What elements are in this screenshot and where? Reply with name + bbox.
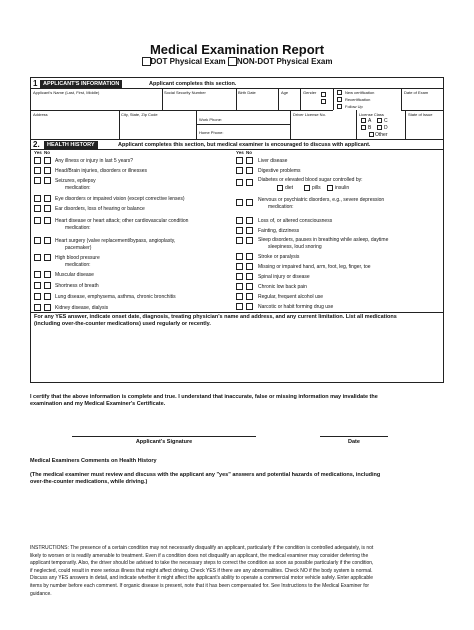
examiner-comments (30, 458, 444, 486)
dot-exam-label: DOT Physical Exam (150, 57, 226, 66)
r3-no[interactable] (246, 179, 253, 186)
no-header-right: No (246, 150, 252, 155)
class-b-checkbox[interactable] (361, 125, 366, 130)
exam-date-label: Date of Exam (404, 90, 429, 95)
r2-yes[interactable] (236, 167, 243, 174)
q-heart-disease: Heart disease or heart attack; other cardiovascular condition (55, 218, 189, 224)
diet-label: diet (285, 185, 294, 191)
q2-no[interactable] (44, 167, 51, 174)
age-label: Age (281, 90, 289, 95)
q-diabetes: Diabetes or elevated blood sugar controlled by: (258, 177, 363, 183)
q-eye: Eye disorders or impaired vision (except corrective lenses) (55, 196, 185, 202)
instructions-line: Discuss any YES answers in detail, and indicate whether it might affect the applicant's ability to operate a commercial motor vehicle safely. Enter applicable (30, 575, 374, 582)
divider (401, 88, 402, 110)
q-ear: Ear disorders, loss of hearing or balance (55, 206, 145, 212)
q-sleep: Sleep disorders, pauses in breathing while asleep, daytime (258, 237, 389, 243)
gender-label: Gender (303, 90, 317, 95)
instructions-line: if neglected, could result in more serious illness that might affect driving. Check YES if there are any abnormalities. Check NO if the body system is normal. (30, 567, 373, 574)
form-box (30, 77, 444, 383)
divider (333, 88, 334, 110)
r4-yes[interactable] (236, 199, 243, 206)
r7-no[interactable] (246, 237, 253, 244)
q5-yes[interactable] (34, 205, 41, 212)
r12-yes[interactable] (236, 293, 243, 300)
exam-type-row (0, 57, 474, 66)
section2-note: Applicant completes this section, but medical examiner is encouraged to discuss with applicant. (118, 142, 371, 148)
r13-yes[interactable] (236, 303, 243, 310)
instructions (30, 545, 444, 598)
divider (405, 110, 406, 139)
divider (31, 88, 443, 89)
divider (236, 88, 237, 110)
gender-m-checkbox[interactable] (321, 92, 326, 97)
instructions-line: applicant temporarily. Also, the driver should be advised to take the necessary steps to correct the condition as soon as possible particularly if the condition, (30, 560, 374, 567)
q-missing-limb: Missing or impaired hand, arm, foot, leg, finger, toe (258, 264, 371, 270)
r5-yes[interactable] (236, 217, 243, 224)
comments-line-2: over-the-counter medications, while driving.) (30, 479, 148, 485)
r4-no[interactable] (246, 199, 253, 206)
divider (401, 110, 443, 111)
r6-yes[interactable] (236, 227, 243, 234)
class-d-checkbox[interactable] (377, 125, 382, 130)
license-class-label: License Class (359, 112, 384, 117)
q3-no[interactable] (44, 177, 51, 184)
divider (31, 312, 443, 313)
date-line[interactable] (320, 436, 388, 437)
yes-note-1: For any YES answer, indicate onset date, diagnosis, treating physician's name and address, and any current limitation. List all medications (34, 314, 397, 320)
r11-yes[interactable] (236, 283, 243, 290)
divider (356, 110, 357, 139)
yes-header-right: Yes (236, 150, 244, 155)
new-cert-label: New certification (345, 90, 375, 95)
q7-no[interactable] (44, 237, 51, 244)
city-label: City, State, Zip Code (121, 112, 158, 117)
q12-yes[interactable] (34, 304, 41, 311)
followup-checkbox[interactable] (337, 104, 342, 109)
q4-yes[interactable] (34, 195, 41, 202)
q12-no[interactable] (44, 304, 51, 311)
r12-no[interactable] (246, 293, 253, 300)
address-label: Address (33, 112, 48, 117)
q-nervous: Nervous or psychiatric disorders, e.g., severe depression (258, 197, 385, 203)
section1-note: Applicant completes this section. (149, 81, 237, 87)
recert-label: Recertification (345, 97, 371, 102)
instructions-line: likely to worsen or is readily amenable to treatment. Even if a condition does not disqualify an applicant, the medical examiner may consider deferring the (30, 552, 369, 559)
divider (300, 88, 301, 110)
signature-line[interactable] (72, 436, 256, 437)
work-phone-label: Work Phone: (199, 117, 223, 122)
yes-note-2: (including over-the-counter medications) used regularly or recently. (34, 321, 211, 327)
divider (162, 88, 163, 110)
divider (31, 110, 333, 111)
r9-yes[interactable] (236, 263, 243, 270)
q-bp-medication: medication: (65, 262, 91, 268)
q2-yes[interactable] (34, 167, 41, 174)
q-kidney: Kidney disease, dialysis (55, 305, 109, 311)
q4-no[interactable] (44, 195, 51, 202)
q6-yes[interactable] (34, 217, 41, 224)
page-title: Medical Examination Report (149, 42, 325, 57)
nondot-exam-checkbox[interactable] (228, 57, 237, 66)
class-c-checkbox[interactable] (377, 118, 382, 123)
section2-number: 2. (33, 140, 40, 149)
class-c-label: C (384, 118, 388, 124)
r13-no[interactable] (246, 303, 253, 310)
q-lung: Lung disease, emphysema, asthma, chronic bronchitis (55, 294, 176, 300)
insulin-checkbox[interactable] (327, 185, 333, 191)
r9-no[interactable] (246, 263, 253, 270)
state-label: State of Issue (408, 112, 433, 117)
insulin-label: insulin (335, 185, 350, 191)
ssn-label: Social Security Number (164, 90, 206, 95)
q-breath: Shortness of breath (55, 283, 99, 289)
new-cert-checkbox[interactable] (337, 90, 342, 95)
r8-no[interactable] (246, 253, 253, 260)
q-fainting: Fainting, dizziness (258, 228, 300, 234)
home-phone-label: Home Phone: (199, 130, 224, 135)
r1-yes[interactable] (236, 157, 243, 164)
q-nervous-medication: medication: (268, 204, 294, 210)
q-heart-medication: medication: (65, 225, 91, 231)
r6-no[interactable] (246, 227, 253, 234)
comments-heading: Medical Examiners Comments on Health History (30, 458, 157, 464)
q-seizure-medication: medication: (65, 185, 91, 191)
class-a-label: A (368, 118, 372, 124)
r5-no[interactable] (246, 217, 253, 224)
pills-checkbox[interactable] (304, 185, 310, 191)
q-consciousness: Loss of, or altered consciousness (258, 218, 333, 224)
r3-yes[interactable] (236, 179, 243, 186)
no-header-left: No (44, 150, 50, 155)
q-head-brain: Head/Brain injuries, disorders or illnesses (55, 168, 147, 174)
q-digestive: Digestive problems (258, 168, 301, 174)
diet-checkbox[interactable] (277, 185, 283, 191)
q-sleep-cont: sleepiness, loud snoring (268, 244, 322, 250)
q-muscular: Muscular disease (55, 272, 94, 278)
q-spinal: Spinal injury or disease (258, 274, 310, 280)
q1-yes[interactable] (34, 157, 41, 164)
signature-label: Applicant's Signature (135, 439, 193, 445)
recert-checkbox[interactable] (337, 97, 342, 102)
q9-yes[interactable] (34, 271, 41, 278)
q11-yes[interactable] (34, 293, 41, 300)
r10-no[interactable] (246, 273, 253, 280)
gender-f-checkbox[interactable] (321, 99, 326, 104)
q-liver: Liver disease (258, 158, 288, 164)
q-back-pain: Chronic low back pain (258, 284, 307, 290)
q8-no[interactable] (44, 254, 51, 261)
instructions-line: guidance. (30, 590, 52, 597)
class-d-label: D (384, 125, 388, 131)
q11-no[interactable] (44, 293, 51, 300)
q-narcotic: Narcotic or habit forming drug use (258, 304, 334, 310)
q10-yes[interactable] (34, 282, 41, 289)
q1-no[interactable] (44, 157, 51, 164)
divider (196, 124, 290, 125)
q-heart-surgery: Heart surgery (valve replacement/bypass, angioplasty, (55, 238, 176, 244)
divider (31, 139, 443, 140)
q-seizures: Seizures, epilepsy (55, 178, 96, 184)
q-stroke: Stroke or paralysis (258, 254, 300, 260)
q-alcohol: Regular, frequent alcohol use (258, 294, 324, 300)
q6-no[interactable] (44, 217, 51, 224)
r8-yes[interactable] (236, 253, 243, 260)
q-illness-injury: Any illness or injury in last 5 years? (55, 158, 134, 164)
date-label: Date (348, 439, 360, 445)
r2-no[interactable] (246, 167, 253, 174)
certification-text (30, 394, 444, 408)
pills-label: pills (312, 185, 321, 191)
section1-heading: APPLICANT'S INFORMATION (40, 80, 122, 88)
followup-label: Follow Up (345, 104, 363, 109)
divider (290, 110, 291, 139)
class-other-label: Other (375, 132, 388, 138)
instructions-line: INSTRUCTIONS: The presence of a certain condition may not necessarily disqualify an applicant, particularly if the condition is controlled adequately, is not (30, 545, 374, 551)
instructions-line: items by number before each comment. If organic disease is present, note that it has been compensated for. See Instructions to the Medical Examiner for (30, 582, 370, 589)
comments-line-1: (The medical examiner must review and discuss with the applicant any "yes" answers and potential hazards of medications, including (30, 472, 381, 478)
r11-no[interactable] (246, 283, 253, 290)
q7-yes[interactable] (34, 237, 41, 244)
q5-no[interactable] (44, 205, 51, 212)
license-no-label: Driver License No. (293, 112, 326, 117)
yes-header-left: Yes (34, 150, 42, 155)
q8-yes[interactable] (34, 254, 41, 261)
birthdate-label: Birth Date (238, 90, 256, 95)
r10-yes[interactable] (236, 273, 243, 280)
q3-yes[interactable] (34, 177, 41, 184)
divider (119, 110, 120, 139)
q9-no[interactable] (44, 271, 51, 278)
section1-number: 1 (33, 79, 38, 88)
cert-line-2: examination and my Medical Examiner's Certificate. (30, 401, 166, 407)
q-pacemaker: pacemaker) (65, 245, 92, 251)
class-other-checkbox[interactable] (369, 132, 374, 137)
q10-no[interactable] (44, 282, 51, 289)
name-label: Applicant's Name (Last, First, Middle) (33, 90, 100, 95)
class-a-checkbox[interactable] (361, 118, 366, 123)
r1-no[interactable] (246, 157, 253, 164)
divider (278, 88, 279, 110)
cert-line-1: I certify that the above information is complete and true. I understand that inaccurate, false or missing information may invalidate the (30, 394, 378, 400)
r7-yes[interactable] (236, 237, 243, 244)
nondot-exam-label: NON-DOT Physical Exam (236, 57, 333, 66)
class-b-label: B (368, 125, 372, 131)
section2-heading: HEALTH HISTORY (44, 141, 98, 149)
dot-exam-checkbox[interactable] (142, 57, 151, 66)
q-blood-pressure: High blood pressure (55, 255, 100, 261)
